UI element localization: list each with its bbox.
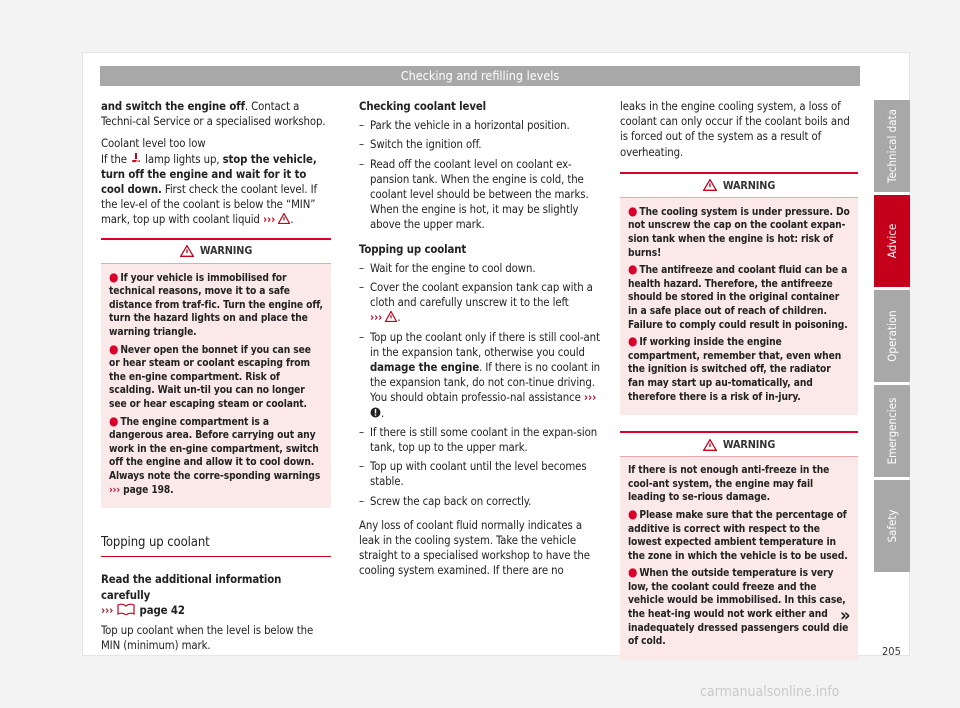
warning-box	[620, 172, 858, 415]
bullet-icon: ●	[628, 506, 638, 521]
checking-heading: Checking coolant level	[359, 100, 487, 113]
page-number: 205	[882, 645, 901, 658]
step-item: – Wait for the engine to cool down.	[359, 261, 536, 275]
bullet-icon: ●	[628, 203, 638, 218]
step-item: – If there is still some coolant in the expan-sion tank, top up to the upper mark.	[359, 425, 598, 455]
step-item: – Read off the coolant level on coolant ex-pansion tank. When the engine is cold, the coolant level should be between the marks. When the engine is hot, it may be slightly above the upper mark.	[359, 157, 589, 232]
chapter-tabs	[874, 100, 910, 575]
closing-paragraph: Any loss of coolant fluid normally indicates a leak in the cooling system. Take the vehicle straight to a specialised workshop to have the cooling system examined. If there are no	[359, 518, 590, 578]
step-item: – Park the vehicle in a horizontal position.	[359, 119, 570, 133]
page-reference-link[interactable]: page 198.	[123, 484, 174, 496]
warning-item: ● The antifreeze and coolant fluid can be a health hazard. Therefore, the antifreeze should be stored in the original container in a safe place out of reach of children. Failure to comply could result in poisoning.	[628, 262, 848, 331]
warning-triangle-icon	[180, 245, 194, 257]
bullet-icon: ●	[109, 269, 119, 284]
read-more-note: Read the additional information carefully ››› page 42	[101, 573, 282, 617]
warning-triangle-icon[interactable]	[278, 213, 290, 224]
tab-advice[interactable]: Advice	[874, 195, 910, 287]
page-reference-link[interactable]: page 42	[139, 603, 185, 617]
running-header: Checking and refilling levels	[100, 66, 860, 86]
bullet-icon: ●	[109, 413, 119, 428]
cross-reference-arrows[interactable]: ›››	[262, 213, 276, 227]
watermark: carmanualsonline.info	[700, 684, 840, 700]
warning-triangle-icon	[703, 439, 717, 451]
warning-triangle-icon	[703, 179, 717, 191]
warning-item: ● The engine compartment is a dangerous area. Before carrying out any work in the en-gine compartment, switch off the engine and allow it to cool down. Always note the corre-sponding warnings ››› page 198.	[109, 413, 321, 496]
coolant-lamp-icon	[130, 152, 142, 164]
column-right	[620, 99, 858, 670]
warning-header: WARNING	[620, 172, 858, 198]
warning-item: ● Never open the bonnet if you can see or hear steam or coolant escaping from the en-gine compartment. Risk of scalding. Wait un-til you can no longer see or hear escaping steam or coolant.	[109, 341, 311, 410]
warning-box	[620, 431, 858, 660]
info-icon[interactable]	[370, 407, 381, 418]
intro-paragraph: and switch the engine off. Contact a Techni-cal Service or a specialised workshop.	[101, 100, 326, 129]
bullet-icon: ●	[628, 565, 638, 580]
continued-marker: »	[840, 605, 851, 626]
top-up-text: Top up coolant when the level is below the MIN (minimum) mark.	[101, 623, 314, 653]
step-item: – Cover the coolant expansion tank cap with a cloth and carefully unscrew it to the left ››› .	[359, 281, 593, 325]
section-heading: Topping up coolant	[101, 535, 331, 557]
low-level-text: If the lamp lights up, stop the vehicle, turn off the engine and wait for it to cool down. First check the coolant level. If the lev-el of the coolant is below the “MIN” mark, top up with coolant liquid ››› .	[101, 152, 317, 227]
warning-triangle-icon[interactable]	[385, 311, 397, 322]
topping-heading: Topping up coolant	[359, 242, 467, 256]
step-item: – Switch the ignition off.	[359, 138, 482, 152]
warning-intro: If there is not enough anti-freeze in the cool-ant system, the engine may fail leading to se-rious damage.	[628, 465, 830, 504]
warning-item: ● The cooling system is under pressure. Do not unscrew the cap on the coolant expan-sion tank when the engine is hot: risk of burns!	[628, 203, 850, 259]
bullet-icon: ●	[628, 262, 638, 277]
warning-header: WARNING	[620, 431, 858, 457]
bullet-icon: ●	[628, 334, 638, 349]
bullet-icon: ●	[109, 341, 119, 356]
column-left	[101, 99, 331, 660]
low-level-heading: Coolant level too low	[101, 137, 206, 151]
step-item: – Top up with coolant until the level becomes stable.	[359, 460, 587, 489]
step-item: – Top up the coolant only if there is still cool-ant in the expansion tank, otherwise you could damage the engine. If there is no coolant in the expansion tank, do not con-tinue driving. You should obtain professio-nal assistance ››› .	[359, 330, 601, 420]
tab-emergencies[interactable]: Emergencies	[874, 385, 910, 477]
warning-box	[101, 238, 331, 509]
step-item: – Screw the cap back on correctly.	[359, 494, 532, 508]
warning-item: ● When the outside temperature is very low, the coolant could freeze and the vehicle would be immobilised. In this case, the heat-ing would not work either and inadequately dressed passengers could die of cold.	[628, 565, 849, 648]
warning-item: ● If your vehicle is immobilised for technical reasons, move it to a safe distance from traf-fic. Turn the engine off, turn the hazard lights on and place the warning triangle.	[109, 269, 323, 338]
overheating-paragraph: leaks in the engine cooling system, a loss of coolant can only occur if the coolant boils and is forced out of the system as a result of overheating.	[620, 100, 850, 159]
tab-operation[interactable]: Operation	[874, 290, 910, 382]
warning-item: ● If working inside the engine compartment, remember that, even when the ignition is switched off, the radiator fan may start up au-tomatically, and therefore there is a risk of in-jury.	[628, 334, 842, 403]
warning-item: ● Please make sure that the percentage of additive is correct with respect to the lowest expected ambient temperature in the zone in which the vehicle is to be used.	[628, 506, 848, 562]
tab-safety[interactable]: Safety	[874, 480, 910, 572]
book-icon	[116, 603, 136, 615]
tab-technical-data[interactable]: Technical data	[874, 100, 910, 192]
warning-header: WARNING	[101, 238, 331, 264]
column-middle	[359, 99, 603, 586]
